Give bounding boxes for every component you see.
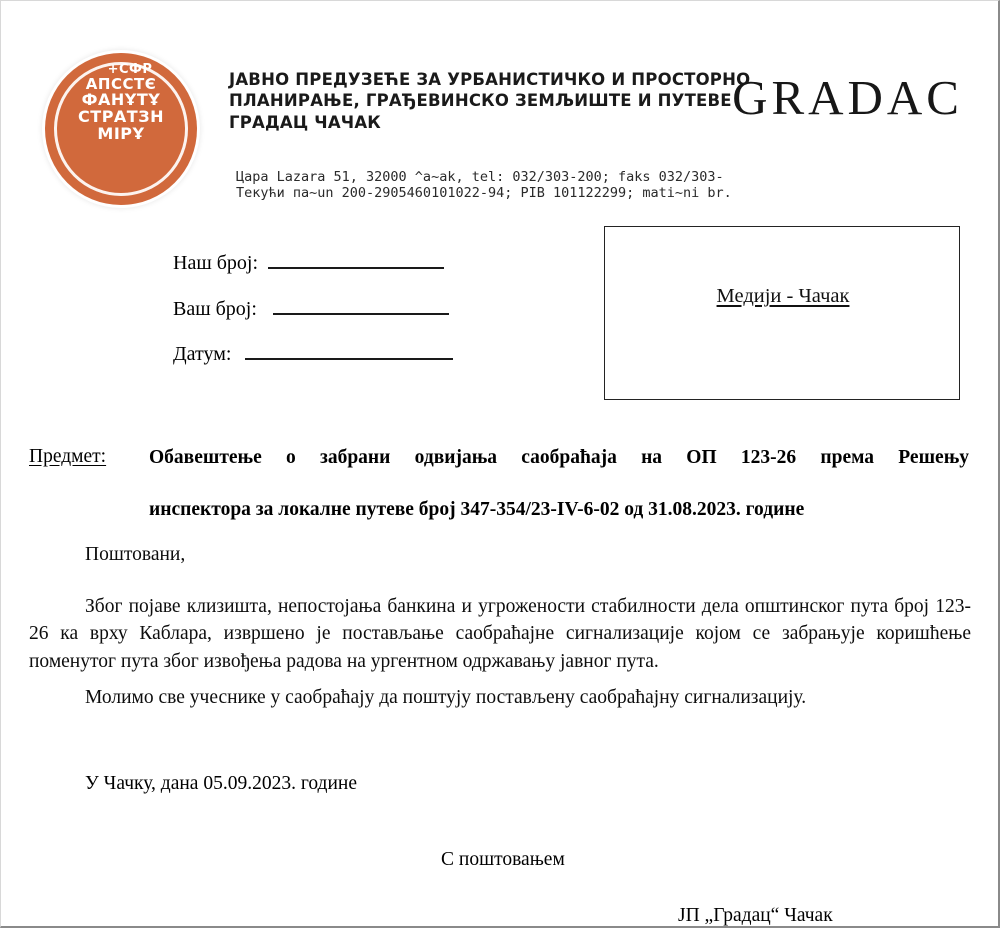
subject-line-1: Обавештење о забрани одвијања саобраћаја на ОП 123-26 према Решењу: [149, 447, 969, 468]
recipient-text-wrapper: [605, 285, 961, 308]
organization-name-line-1: ЈАВНО ПРЕДУЗЕЋЕ ЗА УРБАНИСТИЧКО И ПРОСТОРНО: [229, 70, 751, 89]
date-input[interactable]: [245, 342, 453, 360]
seal-line-1: +СФР: [107, 62, 153, 77]
organization-logo: [45, 53, 197, 205]
reference-fields: [173, 251, 503, 387]
subject-label: Предмет:: [29, 446, 107, 467]
signing-company: ЈП „Градац“ Чачак: [678, 905, 833, 926]
our-number-row: [173, 251, 503, 273]
body-paragraph-1: Због појаве клизишта, непостојања банкина и угрожености стабилности дела општинског пута број 123-26 ка врху Каблара, извршено је постављање саобраћајне сигнализације којом се забрањује коришћење поменутог пута због извођења радова на ургентном одржавању јавног пута.: [29, 595, 971, 673]
seal-inscription: [45, 63, 197, 143]
seal-line-5: МІРҰ: [97, 123, 145, 143]
body-paragraph-2: Молимо све учеснике у саобраћају да поштују постављену саобраћајну сигнализацију.: [85, 686, 807, 708]
our-number-input[interactable]: [268, 251, 444, 269]
subject-text: [149, 445, 969, 523]
subject-section: [29, 445, 969, 523]
recipient-name: Медији - Чачак: [716, 285, 850, 307]
organization-name-line-3: ГРАДАЦ ЧАЧАК: [229, 112, 381, 132]
date-label: Датум:: [173, 343, 232, 366]
organization-name: [229, 69, 751, 133]
greeting: Поштовани,: [85, 544, 186, 565]
brand-wordmark: GRADAC: [732, 70, 963, 125]
seal-icon: [45, 53, 197, 205]
seal-line-3: ФАНҰТҰ: [81, 90, 161, 110]
organization-name-line-2: ПЛАНИРАЊЕ, ГРАЂЕВИНСКО ЗЕМЉИШТЕ И ПУТЕВЕ: [229, 91, 732, 111]
address-line-2: Текући па~un 200-2905460101022-94; PIB 101122299; mati~ni br.: [236, 185, 732, 202]
seal-line-2: АПССТЄ: [85, 74, 157, 93]
closing-regards: С поштовањем: [441, 849, 565, 870]
letterhead: [1, 1, 1000, 216]
subject-line-2: инспектора за локалне путеве број 347-354/23-IV-6-02 од 31.08.2023. године: [149, 499, 805, 521]
your-number-input[interactable]: [273, 296, 449, 314]
your-number-label: Ваш број:: [173, 297, 257, 320]
letter-body: [29, 541, 971, 711]
place-and-date: У Чачку, дана 05.09.2023. године: [85, 773, 357, 794]
our-number-label: Наш број:: [173, 252, 259, 275]
address-line-1: Цара Lazara 51, 32000 ^a~ak, tel: 032/303-200; faks 032/303-: [236, 169, 724, 185]
your-number-row: [173, 296, 503, 318]
date-row: [173, 342, 503, 364]
seal-line-4: СТРАТЗН: [78, 107, 164, 127]
address-block: [236, 169, 1000, 202]
recipient-box: [604, 226, 960, 400]
